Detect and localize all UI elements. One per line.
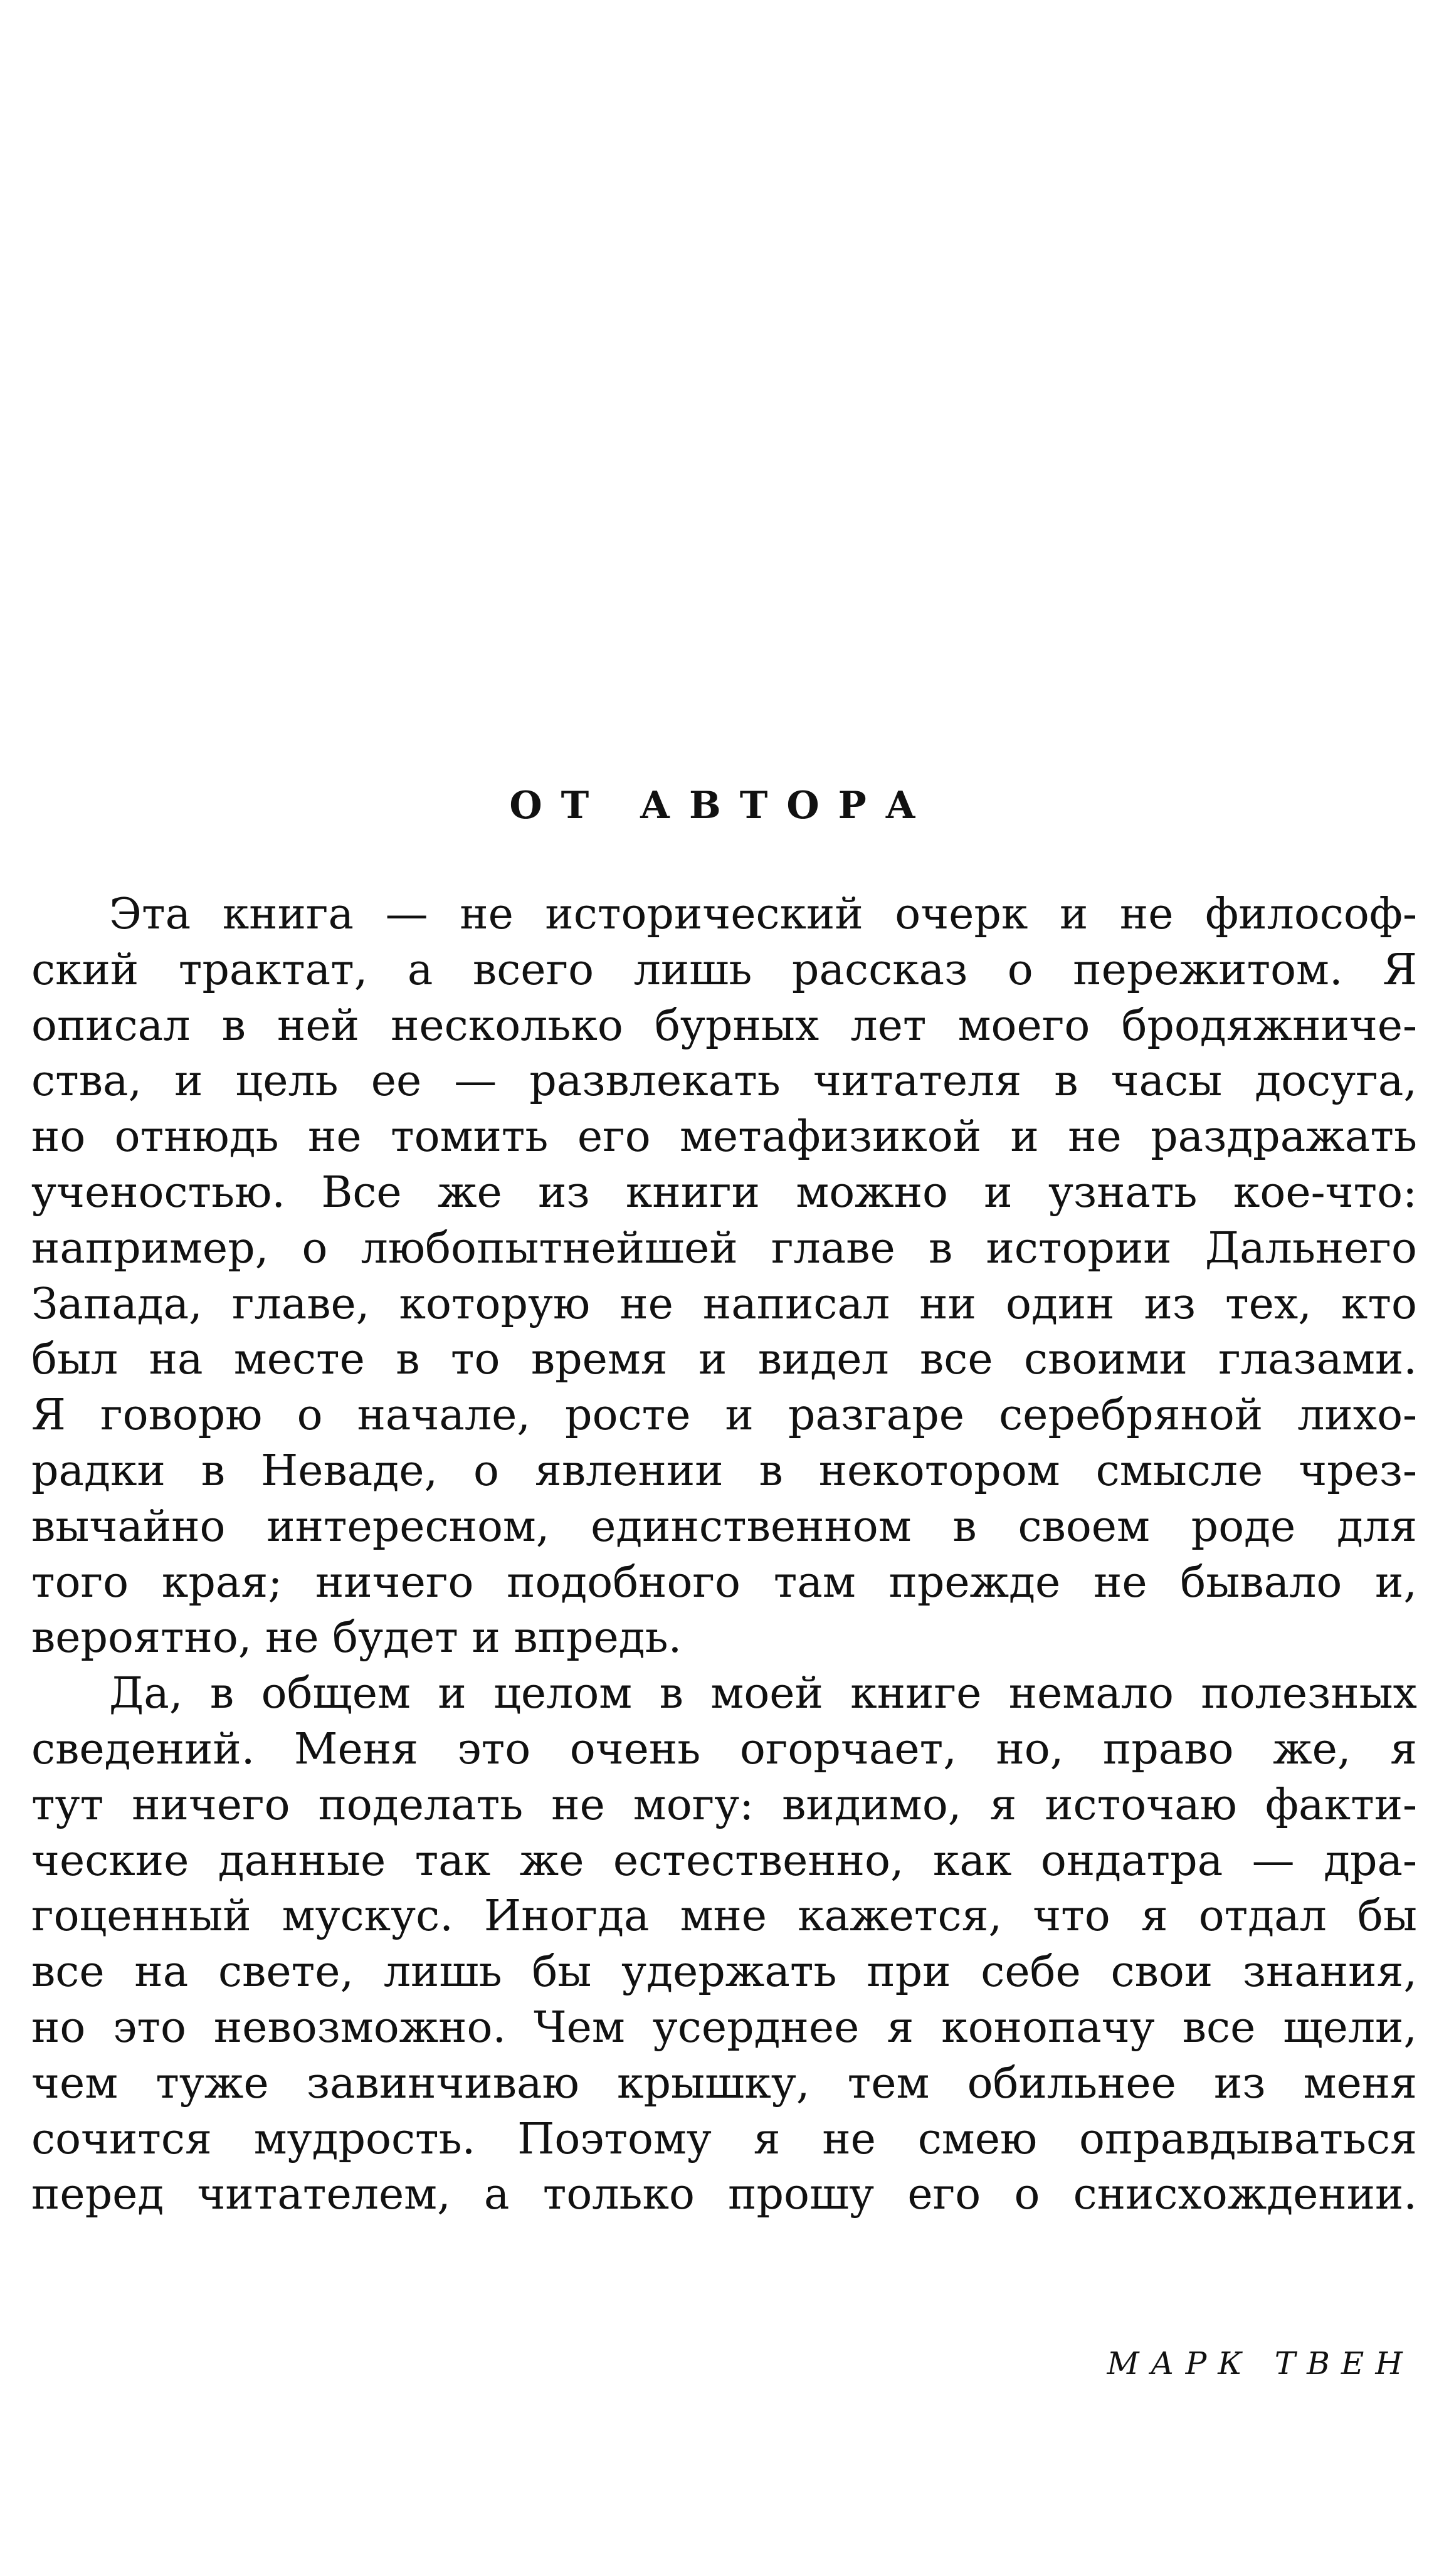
text-line: Эта книга — не исторический очерк и не философ- xyxy=(109,890,1417,939)
preface-text xyxy=(31,887,1417,2223)
paragraph-2 xyxy=(31,1666,1417,2223)
author-signature: МАРК ТВЕН xyxy=(1107,2345,1414,2382)
text-line: был на месте в то время и видел все своими глазами. xyxy=(31,1335,1417,1385)
text-line: гоценный мускус. Иногда мне кажется, что я отдал бы xyxy=(31,1891,1417,1942)
text-line: ский трактат, а всего лишь рассказ о пережитом. Я xyxy=(31,945,1417,995)
text-line: тут ничего поделать не могу: видимо, я источаю факти- xyxy=(31,1780,1417,1830)
text-line: сведений. Меня это очень огорчает, но, право же, я xyxy=(31,1724,1417,1774)
text-line: чем туже завинчиваю крышку, тем обильнее из меня xyxy=(31,2058,1417,2108)
text-line: ученостью. Все же из книги можно и узнать кое-что: xyxy=(31,1167,1417,1217)
text-line: но это невозможно. Чем усерднее я конопачу все щели, xyxy=(31,2002,1417,2053)
text-line: вычайно интересном, единственном в своем роде для xyxy=(31,1501,1417,1552)
text-line: вероятно, не будет и впредь. xyxy=(31,1613,682,1663)
text-line: Да, в общем и целом в моей книге немало полезных xyxy=(109,1669,1417,1719)
text-line: например, о любопытнейшей главе в истории Дальнего xyxy=(31,1223,1417,1273)
text-line: Запада, главе, которую не написал ни один из тех, кто xyxy=(31,1279,1417,1329)
paragraph-1 xyxy=(31,887,1417,1666)
text-line: но отнюдь не томить его метафизикой и не раздражать xyxy=(31,1112,1417,1162)
text-line: Я говорю о начале, росте и разгаре серебряной лихо- xyxy=(31,1391,1417,1441)
text-line: ства, и цель ее — развлекать читателя в часы досуга, xyxy=(31,1056,1417,1107)
text-line: перед читателем, а только прошу его о снисхождении. xyxy=(31,2170,1417,2220)
text-line: все на свете, лишь бы удержать при себе свои знания, xyxy=(31,1947,1417,1997)
text-line: ческие данные так же естественно, как ондатра — дра- xyxy=(31,1836,1417,1886)
text-line: того края; ничего подобного там прежде не бывало и, xyxy=(31,1557,1417,1607)
text-line: сочится мудрость. Поэтому я не смею оправдываться xyxy=(31,2114,1417,2164)
text-line: описал в ней несколько бурных лет моего бродяжниче- xyxy=(31,1001,1417,1051)
page-title: ОТ АВТОРА xyxy=(509,784,935,828)
text-line: радки в Неваде, о явлении в некотором смысле чрез- xyxy=(31,1446,1417,1496)
